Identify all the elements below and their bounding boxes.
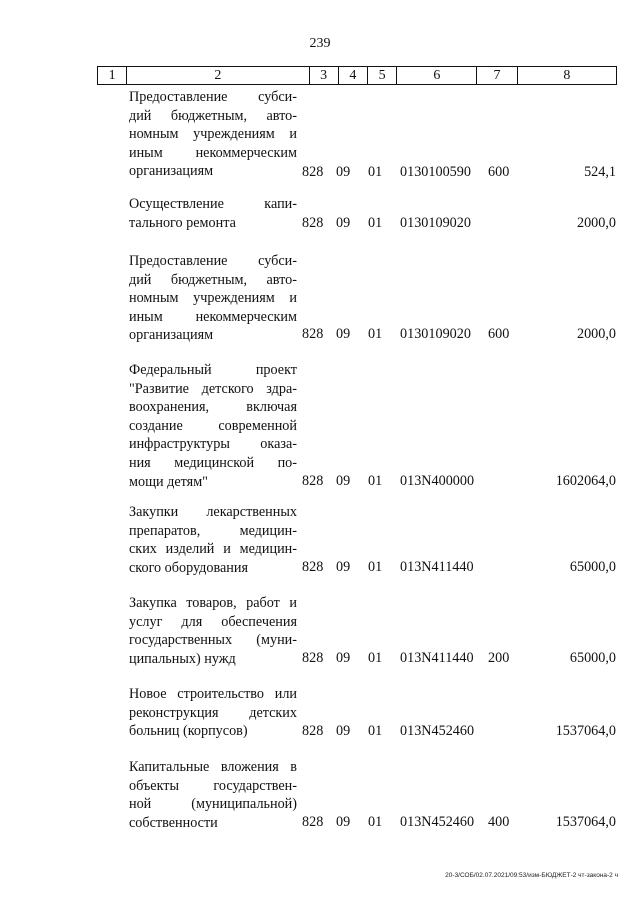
cell-expense-type: 200	[488, 650, 510, 666]
cell-amount: 1537064,0	[555, 814, 616, 830]
header-col-4: 4	[339, 67, 368, 84]
cell-target-code: 013N452460	[400, 723, 475, 739]
cell-subsection: 01	[368, 650, 383, 666]
header-col-6: 6	[397, 67, 477, 84]
description-line: воохранения, включая	[129, 399, 297, 416]
description-line: дий бюджетным, авто-	[129, 271, 297, 288]
cell-section: 09	[336, 473, 351, 489]
cell-subsection: 01	[368, 164, 383, 180]
description-line: услуг для обеспечения	[129, 613, 297, 630]
cell-ministry-code: 828	[302, 723, 324, 739]
cell-amount: 65000,0	[569, 559, 616, 575]
cell-ministry-code: 828	[302, 326, 324, 342]
cell-ministry-code: 828	[302, 559, 324, 575]
cell-subsection: 01	[368, 326, 383, 342]
cell-subsection: 01	[368, 559, 383, 575]
description-line: Закупка товаров, работ и	[129, 595, 297, 611]
cell-amount: 2000,0	[576, 326, 616, 342]
cell-amount: 1537064,0	[555, 723, 616, 739]
description-line: ципальных) нужд	[129, 650, 236, 667]
row-description	[129, 758, 297, 832]
row-description	[129, 503, 297, 577]
description-line: организациям	[129, 163, 214, 180]
row-description	[129, 88, 297, 181]
description-line: Капитальные вложения в	[129, 759, 297, 775]
description-line: собственности	[129, 814, 218, 831]
description-line: тального ремонта	[129, 214, 236, 231]
row-description	[129, 361, 297, 491]
footer-stamp: 20-3/СОБ/02.07.2021/09:53/изм-БЮДЖЕТ-2 чт-закона-2 ч	[445, 872, 618, 879]
cell-subsection: 01	[368, 814, 383, 830]
cell-target-code: 0130109020	[400, 326, 471, 342]
description-line: Закупки лекарственных	[129, 504, 297, 520]
cell-subsection: 01	[368, 473, 383, 489]
row-description	[129, 594, 297, 668]
header-col-8: 8	[563, 68, 571, 83]
description-line: Новое строительство или	[129, 686, 297, 702]
description-line: реконструкция детских	[129, 704, 297, 721]
description-line: ских изделий и медицин-	[129, 541, 297, 558]
description-line: ния медицинской по-	[129, 454, 297, 471]
header-col-2: 2	[127, 67, 309, 84]
row-description	[129, 252, 297, 345]
cell-subsection: 01	[368, 723, 383, 739]
cell-target-code: 013N411440	[400, 559, 474, 575]
cell-section: 09	[336, 650, 351, 666]
description-line: номным учреждениям и	[129, 290, 297, 307]
description-line: ского оборудования	[129, 559, 249, 576]
description-line: мощи детям"	[129, 473, 208, 490]
cell-ministry-code: 828	[302, 473, 324, 489]
description-line: Осуществление капи-	[129, 196, 297, 212]
cell-expense-type: 400	[488, 814, 510, 830]
description-line: Федеральный проект	[129, 362, 297, 378]
cell-expense-type: 600	[488, 164, 510, 180]
cell-section: 09	[336, 814, 351, 830]
cell-amount: 524,1	[584, 164, 616, 180]
cell-target-code: 0130100590	[400, 164, 471, 180]
cell-target-code: 013N411440	[400, 650, 474, 666]
cell-target-code: 013N452460	[400, 814, 475, 830]
cell-ministry-code: 828	[302, 164, 324, 180]
header-col-1: 1	[98, 67, 127, 84]
cell-target-code: 013N400000	[400, 473, 475, 489]
description-line: "Развитие детского здра-	[129, 380, 297, 397]
cell-target-code: 0130109020	[400, 215, 471, 231]
cell-amount: 1602064,0	[555, 473, 616, 489]
header-col-3: 3	[310, 67, 339, 84]
cell-section: 09	[336, 215, 351, 231]
description-line: организациям	[129, 327, 214, 344]
cell-subsection: 01	[368, 215, 383, 231]
description-line: дий бюджетным, авто-	[129, 107, 297, 124]
header-col-5: 5	[368, 67, 397, 84]
cell-expense-type: 600	[488, 326, 510, 342]
description-line: Предоставление субси-	[129, 89, 297, 105]
description-line: государственных (муни-	[129, 632, 297, 649]
cell-ministry-code: 828	[302, 215, 324, 231]
description-line: больниц (корпусов)	[129, 723, 248, 740]
cell-section: 09	[336, 723, 351, 739]
description-line: иным некоммерческим	[129, 308, 297, 325]
row-description	[129, 685, 297, 741]
cell-ministry-code: 828	[302, 814, 324, 830]
description-line: ной (муниципальной)	[129, 796, 297, 813]
description-line: номным учреждениям и	[129, 126, 297, 143]
description-line: Предоставление субси-	[129, 253, 297, 269]
cell-section: 09	[336, 164, 351, 180]
description-line: создание современной	[129, 417, 297, 434]
description-line: объекты государствен-	[129, 777, 297, 794]
description-line: инфраструктуры оказа-	[129, 436, 297, 453]
cell-amount: 65000,0	[569, 650, 616, 666]
description-line: иным некоммерческим	[129, 144, 297, 161]
page-number: 239	[309, 36, 331, 51]
cell-section: 09	[336, 559, 351, 575]
row-description	[129, 195, 297, 232]
header-col-7: 7	[477, 67, 517, 84]
cell-section: 09	[336, 326, 351, 342]
description-line: препаратов, медицин-	[129, 522, 297, 539]
cell-amount: 2000,0	[576, 215, 616, 231]
cell-ministry-code: 828	[302, 650, 324, 666]
